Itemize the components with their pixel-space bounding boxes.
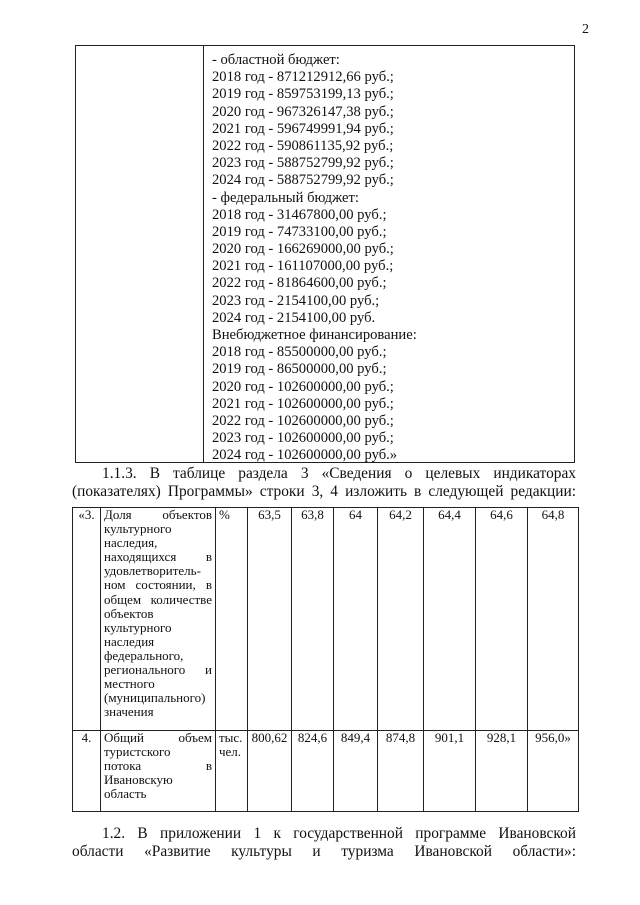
budget-line: 2022 год - 81864600,00 руб.; [212,275,387,292]
budget-line: 2022 год - 102600000,00 руб.; [212,412,394,429]
budget-line: 2023 год - 2154100,00 руб.; [212,292,380,309]
description-line: регионального и [104,662,212,678]
description-line: находящихся в [104,549,212,565]
indicator-unit: % [216,508,248,731]
value-cell: 64,4 [424,508,476,731]
value-cell: 64,6 [476,508,528,731]
value-cell: 64,2 [378,508,424,731]
unit-line: чел. [219,744,242,760]
value-cell: 63,5 [248,508,292,731]
indicator-unit [216,731,248,812]
budget-lines [212,52,417,465]
paragraph-1-2 [72,825,576,861]
paragraph-1-1-3 [72,465,576,501]
value-cell: 901,1 [424,731,476,812]
budget-table [75,45,575,463]
table-row [73,731,579,812]
value-cell: 64 [334,508,378,731]
budget-line: 2019 год - 74733100,00 руб.; [212,223,387,240]
description-line: удовлетворитель- [104,563,201,579]
table-column-divider [203,46,204,462]
description-line: ном состоянии, в [104,577,212,593]
budget-line: 2024 год - 2154100,00 руб. [212,309,376,326]
value-cell: 800,62 [248,731,292,812]
description-line: область [104,786,147,802]
indicators-table [72,507,579,812]
budget-line: 2018 год - 31467800,00 руб.; [212,206,387,223]
description-line: Ивановскую [104,772,173,788]
budget-line: 2021 год - 102600000,00 руб.; [212,395,394,412]
budget-line: - областной бюджет: [212,52,340,68]
value-cell: 928,1 [476,731,528,812]
budget-line: 2021 год - 596749991,94 руб.; [212,120,394,137]
budget-line: 2020 год - 166269000,00 руб.; [212,241,394,258]
budget-line: 2021 год - 161107000,00 руб.; [212,258,394,275]
budget-line: 2018 год - 85500000,00 руб.; [212,344,387,361]
page-number: 2 [582,22,589,37]
budget-line: 2023 год - 102600000,00 руб.; [212,430,394,447]
value-cell: 874,8 [378,731,424,812]
value-cell: 849,4 [334,731,378,812]
description-line: наследия, [104,535,158,551]
budget-line: 2024 год - 588752799,92 руб.; [212,172,394,189]
description-line: значения [104,704,154,720]
budget-line: 2024 год - 102600000,00 руб.» [212,447,398,464]
value-cell: 63,8 [292,508,334,731]
value-cell: 824,6 [292,731,334,812]
paragraph-line: 1.1.3. В таблице раздела 3 «Сведения о целевых индикаторах [102,465,576,482]
budget-line: 2019 год - 86500000,00 руб.; [212,361,387,378]
description-line: Доля объектов [104,507,212,522]
description-line: наследия [104,633,155,649]
description-line: общем количестве [104,591,212,607]
budget-line: 2018 год - 871212912,66 руб.; [212,69,394,86]
row-number: «3. [73,508,101,731]
paragraph-line: (показателях) Программы» строки 3, 4 изложить в следующей редакции: [72,483,576,500]
description-line: местного [104,676,155,692]
unit-line: тыс. [219,730,243,745]
budget-line: Внебюджетное финансирование: [212,327,417,343]
paragraph-line: 1.2. В приложении 1 к государственной программе Ивановской [102,825,576,842]
budget-line: - федеральный бюджет: [212,189,359,206]
budget-line: 2023 год - 588752799,92 руб.; [212,155,394,172]
description-line: потока в [104,758,212,774]
description-line: объектов [104,605,154,621]
description-line: Общий объем [104,730,212,745]
value-cell: 64,8 [528,508,579,731]
description-line: культурного [104,521,172,537]
budget-line: 2020 год - 967326147,38 руб.; [212,103,394,120]
row-number: 4. [73,731,101,812]
indicator-description [101,731,216,812]
description-line: (муниципального) [104,690,206,706]
description-line: федерального, [104,647,184,663]
paragraph-line: области «Развитие культуры и туризма Ивановской области»: [72,843,576,860]
value-cell: 956,0» [528,731,579,812]
description-line: туристского [104,744,171,760]
table-row [73,508,579,731]
indicator-description [101,508,216,731]
budget-line: 2022 год - 590861135,92 руб.; [212,137,394,154]
budget-line: 2019 год - 859753199,13 руб.; [212,86,394,103]
budget-line: 2020 год - 102600000,00 руб.; [212,378,394,395]
description-line: культурного [104,619,172,635]
